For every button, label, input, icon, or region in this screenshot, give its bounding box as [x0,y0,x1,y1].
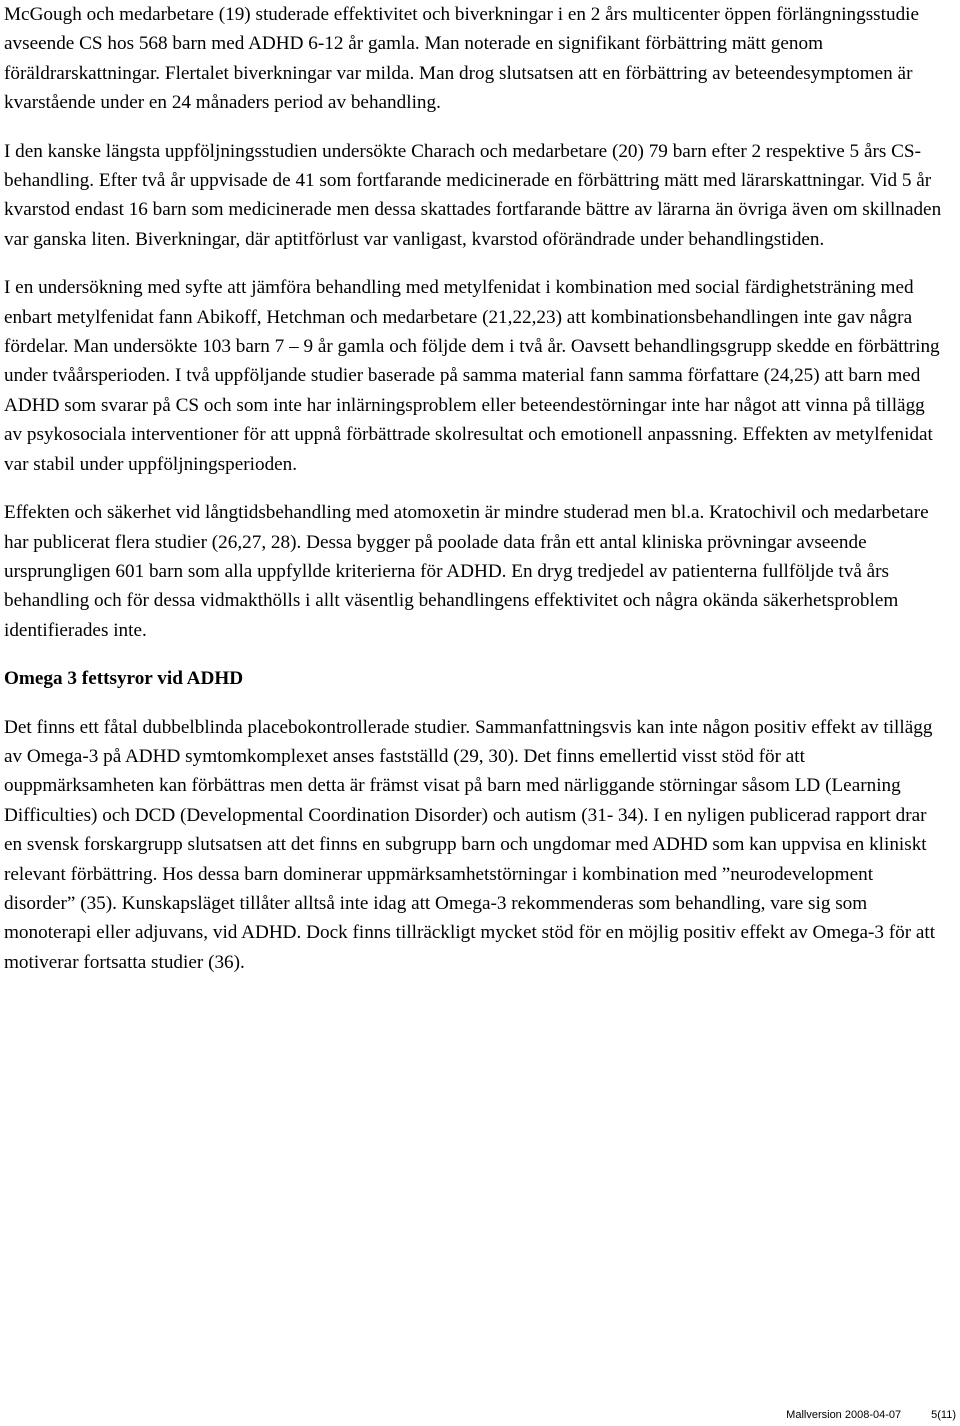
page-number: 5(11) [931,1409,956,1421]
page-footer [786,1409,956,1421]
document-body [4,0,944,977]
section-heading-omega3: Omega 3 fettsyror vid ADHD [4,668,244,690]
paragraph-atomoxetin: Effekten och säkerhet vid långtidsbehandling med atomoxetin är mindre studerad men bl.a. Kratochivil och medarbetare har publicerat flera studier (26,27, 28). Dessa bygger på poolade data från ett antal kliniska prövningar avseende ursprungligen 601 barn som alla uppfyllde kriterierna för ADHD. En dryg tredjedel av patienterna fullföljde två års behandling och för dessa vidmakthölls i allt väsentlig behandlingens effektivitet och några okända säkerhetsproblem identifierades inte. [4,502,929,641]
paragraph-abikoff: I en undersökning med syfte att jämföra behandling med metylfenidat i kombination med social färdighetsträning med enbart metylfenidat fann Abikoff, Hetchman och medarbetare (21,22,23) att kombinationsbehandlingen inte gav några fördelar. Man undersökte 103 barn 7 – 9 år gamla och följde dem i två år. Oavsett behandlingsgrupp skedde en förbättring under tvåårsperioden. I två uppföljande studier baserade på samma material fann samma författare (24,25) att barn med ADHD som svarar på CS och som inte har inlärningsproblem eller beteendestörningar inte har något att vinna på tillägg av psykosociala interventioner för att uppnå förbättrade skolresultat och emotionell anpassning. Effekten av metylfenidat var stabil under uppföljningsperioden. [4,277,940,475]
paragraph-mcgough: McGough och medarbetare (19) studerade effektivitet och biverkningar i en 2 års multicenter öppen förlängningsstudie avseende CS hos 568 barn med ADHD 6-12 år gamla. Man noterade en signifikant förbättring mätt genom föräldrarskattningar. Flertalet biverkningar var milda. Man drog slutsatsen att en förbättring av beteendesymptomen är kvarstående under en 24 månaders period av behandling. [4,4,920,114]
template-version: Mallversion 2008-04-07 [786,1409,902,1421]
paragraph-charach: I den kanske längsta uppföljningsstudien undersökte Charach och medarbetare (20) 79 barn efter 2 respektive 5 års CS-behandling. Efter två år uppvisade de 41 som fortfarande medicinerade en förbättring mätt med lärarskattningar. Vid 5 år kvarstod endast 16 barn som medicinerade men dessa skattades fortfarande bättre av lärarna än övriga även om skillnaden var ganska liten. Biverkningar, där aptitförlust var vanligast, kvarstod oförändrade under behandlingstiden. [4,140,942,250]
paragraph-omega3: Det finns ett fåtal dubbelblinda placebokontrollerade studier. Sammanfattningsvis kan inte någon positiv effekt av tillägg av Omega-3 på ADHD symtomkomplexet anses fastställd (29, 30). Det finns emellertid visst stöd för att ouppmärksamheten kan förbättras men detta är främst visat på barn med närliggande störningar såsom LD (Learning Difficulties) och DCD (Developmental Coordination Disorder) och autism (31- 34). I en nyligen publicerad rapport drar en svensk forskargrupp slutsatsen att det finns en subgrupp barn och ungdomar med ADHD som kan uppvisa en kliniskt relevant förbättring. Hos dessa barn dominerar uppmärksamhetstörningar i kombination med ”neurodevelopment disorder” (35). Kunskapsläget tillåter alltså inte idag att Omega-3 rekommenderas som behandling, vare sig som monoterapi eller adjuvans, vid ADHD. Dock finns tillräckligt mycket stöd för en möjlig positiv effekt av Omega-3 för att motiverar fortsatta studier (36). [4,716,936,973]
